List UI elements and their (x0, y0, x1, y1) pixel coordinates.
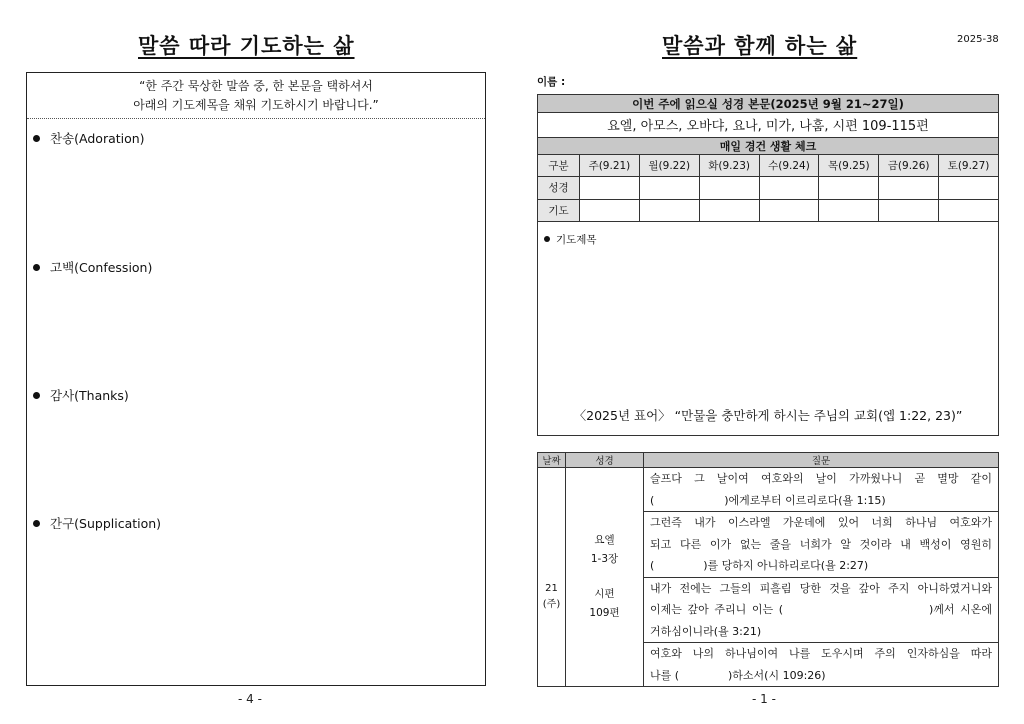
check-cell[interactable] (879, 199, 939, 221)
instruction-line-1: “한 주간 묵상한 말씀 중, 한 본문을 택하셔서 (139, 79, 373, 93)
instruction-header (27, 73, 485, 119)
header-question: 질문 (644, 453, 999, 468)
prayer-label: 기도제목 (556, 234, 597, 246)
bullet-icon (544, 236, 550, 242)
question-2[interactable] (644, 512, 999, 578)
motto: 〈2025년 표어〉 “만물을 충만하게 하시는 주님의 교회(엡 1:22, 23)” (573, 408, 963, 423)
bullet-icon (33, 520, 40, 527)
day-header: 월(9.22) (639, 154, 699, 176)
prayer-row (538, 199, 999, 221)
check-cell[interactable] (580, 177, 640, 199)
question-4[interactable] (644, 643, 999, 687)
days-row (538, 154, 999, 176)
check-cell[interactable] (699, 199, 759, 221)
check-cell[interactable] (699, 177, 759, 199)
check-cell[interactable] (879, 177, 939, 199)
right-page-title: 말씀과 함께 하는 삶 (662, 34, 858, 58)
question-line: 그런즉 내가 이스라엘 가운데에 있어 너희 하나님 여호와가 (650, 516, 992, 529)
question-line: 나를 ( )하소서(시 109:26) (650, 668, 826, 682)
day-header: 화(9.23) (699, 154, 759, 176)
daily-check-header: 매일 경건 생활 체크 (538, 137, 999, 154)
issue-code: 2025-38 (957, 34, 999, 45)
check-cell[interactable] (939, 199, 999, 221)
bullet-icon (33, 392, 40, 399)
corner-cell: 구분 (538, 154, 580, 176)
question-line: ( )에게로부터 이르리로다(욜 1:15) (650, 493, 886, 507)
scripture-line: 109편 (589, 607, 620, 619)
scripture-cell (566, 468, 644, 687)
date-number: 21 (545, 582, 558, 594)
section-adoration (33, 129, 145, 147)
reading-header: 이번 주에 읽으실 성경 본문(2025년 9월 21~27일) (538, 95, 999, 113)
reading-check-table (537, 94, 999, 222)
row-label: 성경 (538, 177, 580, 199)
question-1[interactable] (644, 468, 999, 512)
qa-header-row (538, 453, 999, 468)
day-header: 목(9.25) (819, 154, 879, 176)
prayer-topics-box[interactable] (537, 222, 999, 436)
section-label: 고백(Confession) (50, 260, 153, 275)
question-table (537, 452, 999, 687)
question-3[interactable] (644, 577, 999, 643)
scripture-line: 요엘 (594, 534, 615, 546)
section-label: 간구(Supplication) (50, 516, 162, 531)
scripture-line: 시편 (594, 588, 615, 600)
question-line: 여호와 나의 하나님이여 나를 도우시며 주의 인자하심을 따라 (650, 647, 992, 660)
check-cell[interactable] (580, 199, 640, 221)
section-supplication (33, 514, 161, 532)
reading-books: 요엘, 아모스, 오바댜, 요나, 미가, 나훔, 시편 109-115편 (538, 113, 999, 137)
question-line: 거하심이니라(욜 3:21) (650, 624, 762, 638)
date-day: (주) (542, 598, 561, 610)
check-cell[interactable] (819, 177, 879, 199)
row-label: 기도 (538, 199, 580, 221)
header-date: 날짜 (538, 453, 566, 468)
header-scripture: 성경 (566, 453, 644, 468)
day-header: 수(9.24) (759, 154, 819, 176)
date-cell (538, 468, 566, 687)
question-line: 이제는 갚아 주리니 이는 ( )께서 시온에 (650, 603, 992, 616)
prayer-guide-box (26, 72, 486, 686)
day-header: 주(9.21) (580, 154, 640, 176)
check-cell[interactable] (819, 199, 879, 221)
question-line: ( )를 당하지 아니하리로다(욜 2:27) (650, 559, 869, 572)
left-page-number: - 4 - (238, 692, 262, 706)
bullet-icon (33, 264, 40, 271)
day-header: 금(9.26) (879, 154, 939, 176)
question-line: 내가 전에는 그들의 피흘림 당한 것을 갚아 주지 아니하였거니와 (650, 581, 992, 595)
check-cell[interactable] (939, 177, 999, 199)
day-header: 토(9.27) (939, 154, 999, 176)
section-confession (33, 258, 152, 276)
instruction-line-2: 아래의 기도제목을 채워 기도하시기 바랍니다.” (133, 98, 379, 112)
prayer-topics-heading (544, 232, 597, 247)
right-page-number: - 1 - (752, 692, 776, 706)
check-cell[interactable] (639, 177, 699, 199)
check-cell[interactable] (639, 199, 699, 221)
bible-row (538, 177, 999, 199)
check-cell[interactable] (759, 199, 819, 221)
section-thanks (33, 386, 129, 404)
scripture-line: 1-3장 (590, 553, 619, 565)
name-label: 이름 : (537, 76, 566, 88)
question-line: 되고 다른 이가 없는 줄을 너희가 알 것이라 내 백성이 영원히 (650, 537, 992, 551)
question-line: 슬프다 그 날이여 여호와의 날이 가까웠나니 곧 멸망 같이 (650, 472, 992, 485)
section-label: 감사(Thanks) (50, 388, 129, 403)
check-cell[interactable] (759, 177, 819, 199)
left-page-title: 말씀 따라 기도하는 삶 (138, 34, 355, 58)
section-label: 찬송(Adoration) (50, 131, 145, 146)
bullet-icon (33, 135, 40, 142)
